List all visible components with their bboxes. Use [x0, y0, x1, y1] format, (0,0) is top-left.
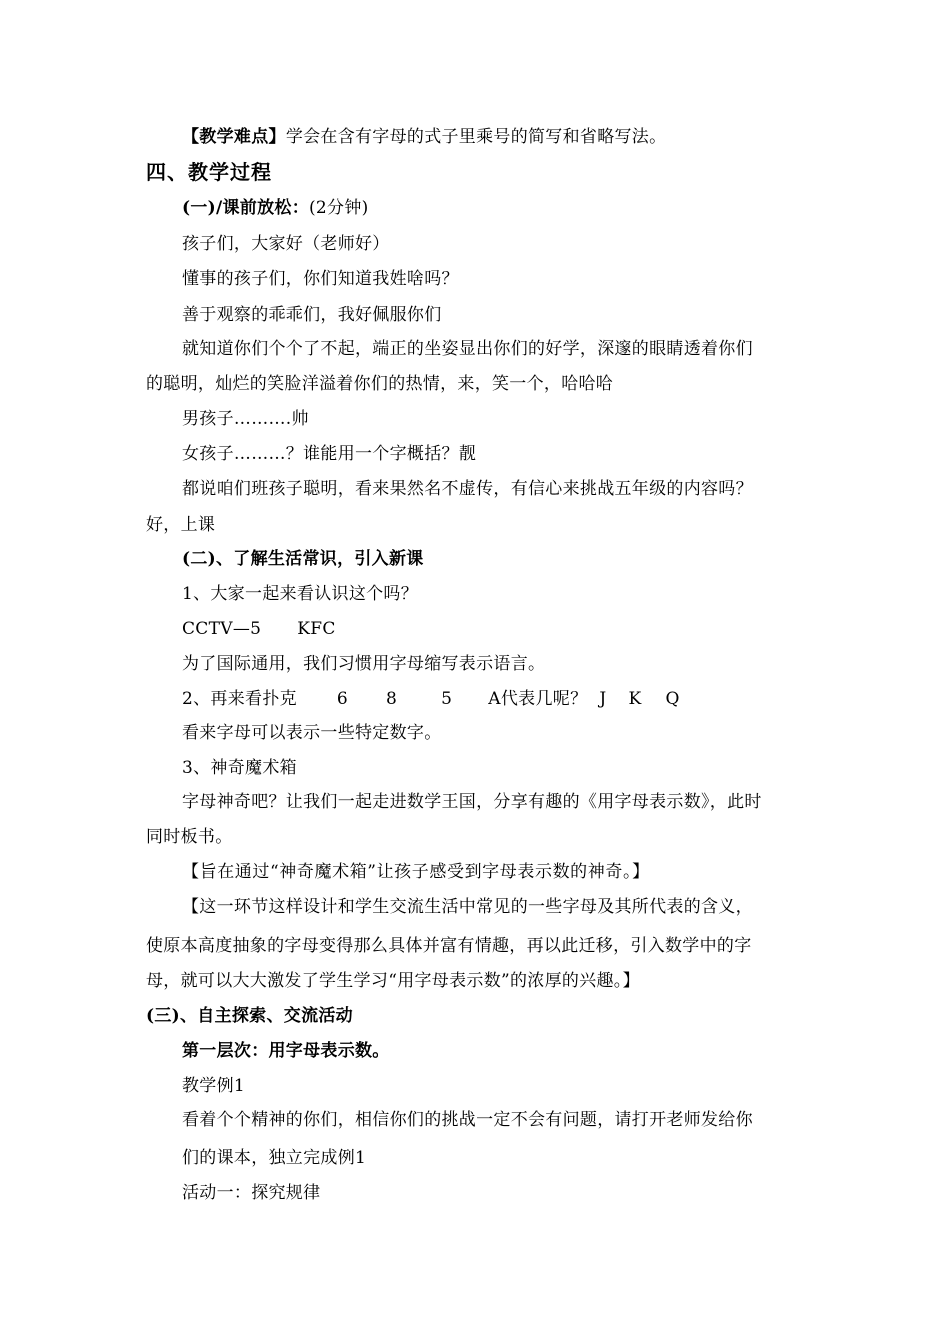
section-heading-teaching-process: 四、教学过程: [146, 160, 272, 184]
part1-time: (2分钟): [309, 198, 369, 218]
item3-line1: 字母神奇吧？让我们一起走进数学王国，分享有趣的《用字母表示数》，此时: [182, 792, 762, 812]
example1-label: 教学例1: [182, 1076, 246, 1096]
paragraph-greeting: 孩子们，大家好（老师好）: [182, 234, 390, 254]
item3-line2: 同时板书。: [146, 827, 233, 847]
paragraph-boys: 男孩子……….帅: [182, 409, 309, 429]
poker-five: 5: [441, 689, 453, 709]
paragraph-praise-line1: 就知道你们个个了不起，端正的坐姿显出你们的好学，深邃的眼睛透着你们: [182, 339, 753, 359]
design-note-1: 【旨在通过“神奇魔术箱”让孩子感受到字母表示数的神奇。】: [182, 862, 650, 882]
example-intro-line2: 们的课本，独立完成例1: [182, 1148, 367, 1168]
paragraph-admire: 善于观察的乖乖们，我好佩服你们: [182, 305, 442, 325]
poker-jack: J: [599, 689, 607, 709]
design-note-2-line1: 【这一环节这样设计和学生交流生活中常见的一些字母及其所代表的含义，: [182, 897, 753, 917]
design-note-2-line2: 使原本高度抽象的字母变得那么具体并富有情趣，再以此迁移，引入数学中的字: [146, 936, 752, 956]
item2-label: 2、再来看扑克: [182, 689, 297, 709]
example-kfc: KFC: [297, 619, 336, 639]
item1-note: 为了国际通用，我们习惯用字母缩写表示语言。: [182, 654, 546, 674]
poker-queen: Q: [665, 689, 680, 709]
item1-examples: [182, 618, 336, 640]
difficulty-label: 【教学难点】: [182, 127, 286, 147]
paragraph-girls: 女孩子………？谁能用一个字概括？靓: [182, 444, 477, 464]
paragraph-challenge-line1: 都说咱们班孩子聪明，看来果然名不虚传，有信心来挑战五年级的内容吗？: [182, 479, 753, 499]
difficulty-paragraph: [182, 126, 666, 148]
part3-heading: (三)、自主探索、交流活动: [146, 1006, 353, 1026]
activity1-label: 活动一：探究规律: [182, 1183, 321, 1203]
paragraph-praise-line2: 的聪明，灿烂的笑脸洋溢着你们的热情，来，笑一个，哈哈哈: [146, 374, 614, 394]
poker-eight: 8: [386, 689, 398, 709]
difficulty-text: 学会在含有字母的式子里乘号的简写和省略写法。: [285, 127, 667, 147]
example-cctv: CCTV—5: [182, 619, 262, 639]
paragraph-challenge-line2: 好，上课: [146, 515, 216, 535]
item1-text: 1、大家一起来看认识这个吗？: [182, 584, 419, 604]
design-note-2-line3: 母，就可以大大激发了学生学习“用字母表示数”的浓厚的兴趣。】: [146, 971, 640, 991]
item2-note: 看来字母可以表示一些特定数字。: [182, 723, 442, 743]
part1-title: (一)/课前放松：: [182, 198, 309, 218]
poker-king: K: [628, 689, 642, 709]
item3-text: 3、神奇魔术箱: [182, 758, 297, 778]
poker-six: 6: [336, 689, 349, 709]
level1-heading: 第一层次：用字母表示数。: [182, 1041, 390, 1061]
example-intro-line1: 看着个个精神的你们，相信你们的挑战一定不会有问题，请打开老师发给你: [182, 1110, 753, 1130]
paragraph-name-question: 懂事的孩子们，你们知道我姓啥吗？: [182, 269, 459, 289]
item2-text: [182, 688, 680, 710]
part1-heading: [182, 197, 369, 219]
poker-ace-question: A代表几呢？: [488, 689, 588, 709]
part2-heading: (二)、了解生活常识，引入新课: [182, 549, 424, 569]
